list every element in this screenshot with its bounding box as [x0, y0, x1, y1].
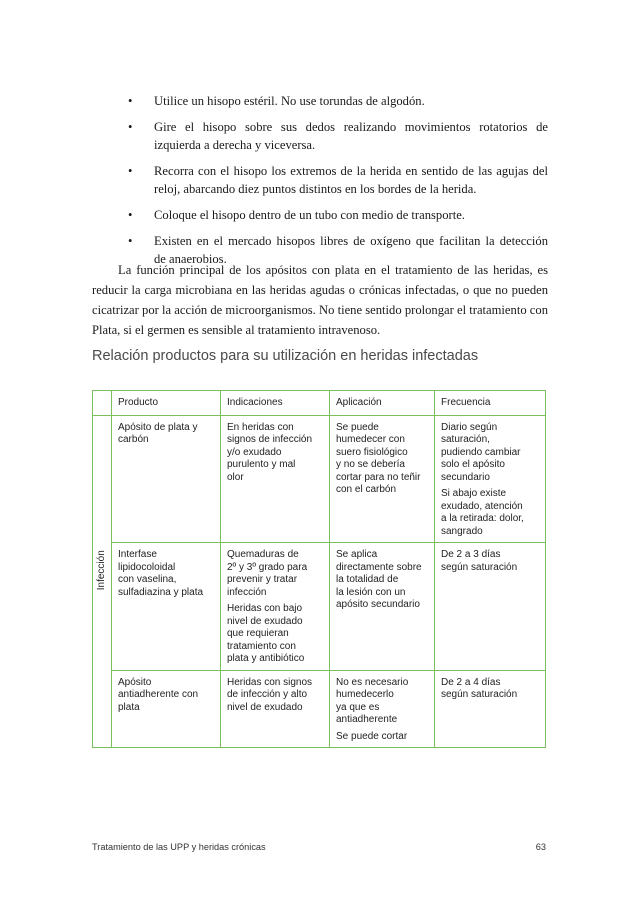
- cell-aplicacion: [330, 543, 435, 671]
- header-producto: Producto: [112, 391, 221, 416]
- cell-text-line: según saturación: [441, 561, 518, 573]
- cell-text-line: Se puede cortar: [336, 730, 408, 742]
- cell-text-line: De 2 a 3 días: [441, 549, 501, 560]
- cell-text-line: saturación,: [441, 434, 490, 445]
- cell-text-line: exudado, atención: [441, 500, 523, 512]
- table-header-row: [93, 391, 546, 416]
- bullet-text-line: de anaerobios.: [154, 252, 227, 266]
- cell-text-line: signos de infección: [227, 434, 313, 445]
- cell-text-line: olor: [227, 471, 244, 483]
- cell-text-line: cortar para no teñir: [336, 471, 421, 483]
- cell-text-line: que requieran: [227, 628, 289, 639]
- cell-text-line: Se aplica: [336, 549, 378, 560]
- cell-producto: [112, 415, 221, 543]
- list-item: [92, 92, 548, 110]
- cell-text-line: lipidocoloidal: [118, 561, 176, 573]
- cell-text-line: tratamiento con: [227, 640, 296, 652]
- cell-text-line: Se puede: [336, 421, 379, 433]
- bullet-marker: •: [128, 120, 133, 134]
- cell-text-line: Apósito: [118, 676, 152, 688]
- cell-text-line: antiadherente con: [118, 689, 199, 700]
- cell-text-line: Diario según: [441, 421, 498, 433]
- cell-frecuencia: [435, 670, 546, 748]
- cell-text-line: sulfadiazina y plata: [118, 586, 204, 598]
- cell-producto: [112, 670, 221, 748]
- bullet-text-line: Gire el hisopo sobre sus dedos realizando movimientos rotatorios de: [154, 120, 548, 134]
- cell-text-line: ya que es: [336, 701, 380, 713]
- cell-text-line: Quemaduras de: [227, 549, 299, 560]
- cell-aplicacion: [330, 415, 435, 543]
- cell-text-line: Heridas con bajo: [227, 603, 303, 614]
- cell-text-line: y no se debería: [336, 459, 405, 470]
- table-row: [93, 670, 546, 748]
- cell-text-line: Apósito de plata y: [118, 421, 198, 433]
- page-number: 63: [535, 842, 546, 852]
- cell-text-line: De 2 a 4 días: [441, 676, 501, 688]
- cell-text-line: Heridas con signos: [227, 676, 313, 688]
- bullet-marker: •: [128, 234, 133, 248]
- side-label-cell: [93, 415, 112, 748]
- cell-text-line: En heridas con: [227, 421, 294, 433]
- cell-frecuencia: [435, 415, 546, 543]
- header-frecuencia: Frecuencia: [435, 391, 546, 416]
- body-paragraph: La función principal de los apósitos con plata en el tratamiento de las heridas, es reducir la carga microbiana en las heridas agudas o crónicas infectadas, o que no pueden cicatrizar por la acción de microorganismos. No tiene sentido prolongar el tratamiento con Plata, si el germen es sensible al tratamiento intravenoso.: [92, 263, 548, 337]
- cell-text-line: sangrado: [441, 525, 483, 537]
- products-table: [92, 390, 546, 748]
- bullet-text-line: Utilice un hisopo estéril. No use torundas de algodón.: [154, 94, 425, 108]
- cell-text-line: plata: [118, 701, 140, 713]
- bullet-marker: •: [128, 164, 133, 178]
- header-indicaciones: Indicaciones: [221, 391, 330, 416]
- infeccion-label: Infección: [95, 550, 107, 591]
- bullet-marker: •: [128, 94, 133, 108]
- cell-text-line: No es necesario: [336, 676, 409, 688]
- cell-frecuencia: [435, 543, 546, 671]
- table-row: [93, 543, 546, 671]
- cell-text-line: Si abajo existe: [441, 488, 507, 499]
- bullet-list: [92, 92, 548, 276]
- cell-text-line: según saturación: [441, 689, 518, 700]
- cell-text-line: apósito secundario: [336, 599, 420, 610]
- cell-text-line: de infección y alto: [227, 689, 308, 700]
- section-title: Relación productos para su utilización en heridas infectadas: [92, 348, 479, 364]
- cell-indicaciones: [221, 415, 330, 543]
- bullet-text-line: Recorra con el hisopo los extremos de la herida en sentido de las agujas del: [154, 164, 548, 178]
- cell-text-line: solo el apósito: [441, 459, 505, 470]
- table-row: [93, 415, 546, 543]
- bullet-text-line: reloj, abarcando diez puntos distintos en los bordes de la herida.: [154, 182, 477, 196]
- header-corner-cell: [93, 391, 112, 416]
- cell-text-line: Interfase: [118, 549, 157, 560]
- cell-text-line: prevenir y tratar: [227, 574, 298, 585]
- cell-producto: [112, 543, 221, 671]
- cell-text-line: a la retirada: dolor,: [441, 513, 524, 524]
- cell-text-line: purulento y mal: [227, 459, 296, 470]
- cell-text-line: con vaselina,: [118, 574, 177, 585]
- cell-text-line: 2º y 3º grado para: [227, 561, 308, 573]
- cell-text-line: nivel de exudado: [227, 615, 303, 627]
- cell-indicaciones: [221, 670, 330, 748]
- cell-text-line: la lesión con un: [336, 586, 406, 598]
- cell-text-line: nivel de exudado: [227, 701, 303, 713]
- cell-text-line: antiadherente: [336, 714, 398, 725]
- cell-text-line: directamente sobre: [336, 561, 422, 573]
- cell-indicaciones: [221, 543, 330, 671]
- bullet-text-line: Coloque el hisopo dentro de un tubo con medio de transporte.: [154, 208, 465, 222]
- cell-text-line: humedecer con: [336, 434, 405, 445]
- bullet-text-line: Existen en el mercado hisopos libres de oxígeno que facilitan la detección: [154, 234, 548, 248]
- cell-text-line: con el carbón: [336, 484, 397, 495]
- cell-text-line: y/o exudado: [227, 446, 282, 458]
- list-item: [92, 162, 548, 198]
- cell-text-line: plata y antibiótico: [227, 653, 305, 664]
- header-aplicacion: Aplicación: [330, 391, 435, 416]
- list-item: [92, 118, 548, 154]
- list-item: [92, 206, 548, 224]
- footer-title: Tratamiento de las UPP y heridas crónicas: [92, 842, 266, 852]
- cell-aplicacion: [330, 670, 435, 748]
- cell-text-line: suero fisiológico: [336, 446, 408, 458]
- cell-text-line: humedecerlo: [336, 689, 394, 700]
- cell-text-line: carbón: [118, 434, 149, 445]
- cell-text-line: infección: [227, 586, 267, 598]
- bullet-text-line: izquierda a derecha y viceversa.: [154, 138, 316, 152]
- bullet-marker: •: [128, 208, 133, 222]
- cell-text-line: pudiendo cambiar: [441, 446, 521, 458]
- cell-text-line: la totalidad de: [336, 574, 399, 585]
- cell-text-line: secundario: [441, 471, 490, 483]
